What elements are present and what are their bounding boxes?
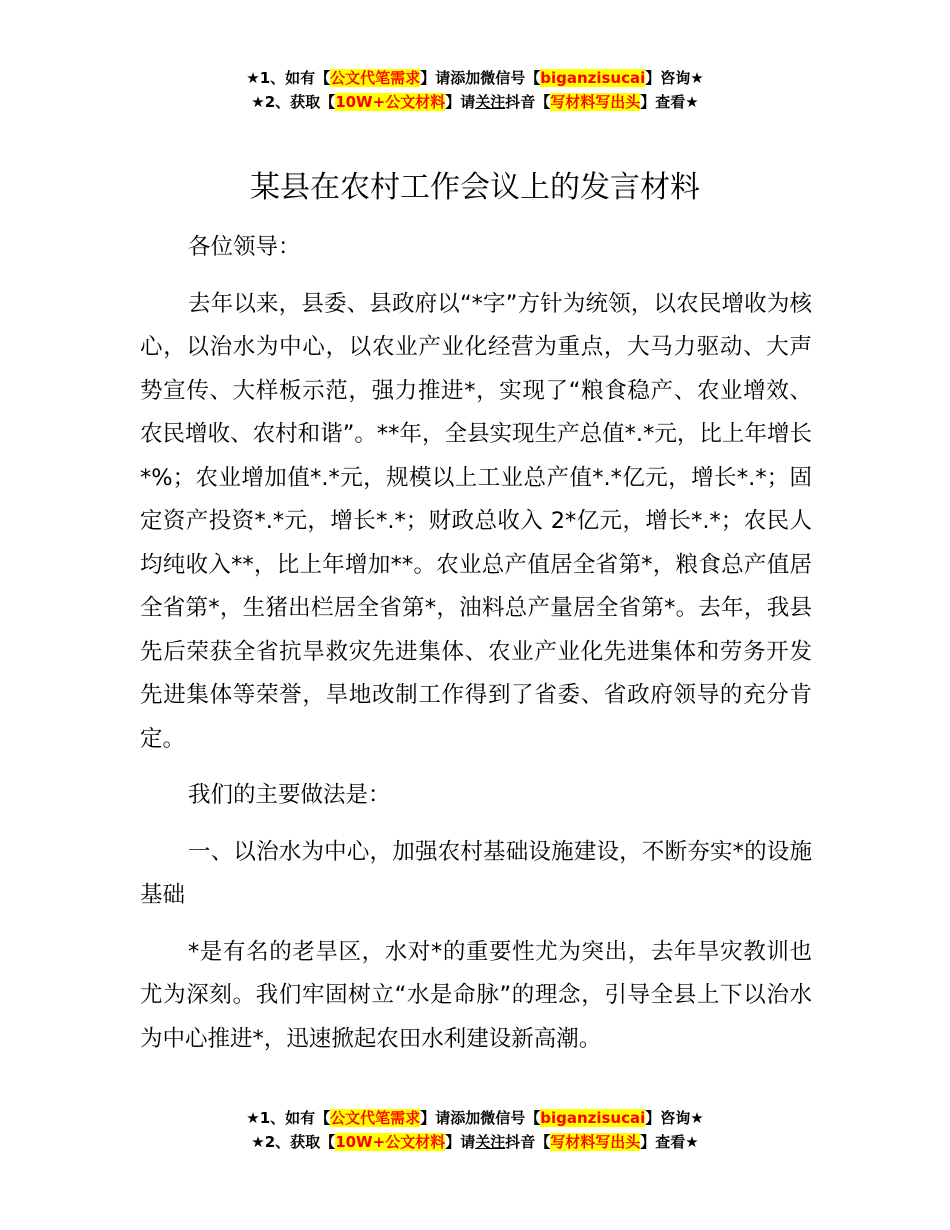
banner-line-2: [0, 90, 950, 114]
banner-text: 】咨询★: [645, 69, 704, 87]
banner-highlight: 10W+公文材料: [335, 93, 446, 111]
section-heading: 一、以治水为中心，加强农村基础设施建设，不断夯实*的设施基础: [140, 838, 812, 908]
banner-text: 】请添加微信号【: [420, 69, 541, 87]
banner-text: 】请: [445, 1133, 476, 1151]
banner-text: ★2、获取【: [251, 93, 336, 111]
banner-line-1: [0, 66, 950, 90]
banner-text: 抖音【: [505, 93, 551, 111]
paragraph: *是有名的老旱区，水对*的重要性尤为突出，去年旱灾教训也尤为深刻。我们牢固树立“水是命脉”的理念，引导全县上下以治水为中心推进*，迅速掀起农田水利建设新高潮。: [140, 938, 812, 1052]
banner-text: 】请添加微信号【: [420, 1109, 541, 1127]
banner-text: 抖音【: [505, 1133, 551, 1151]
document-title: 某县在农村工作会议上的发言材料: [250, 170, 700, 205]
document-body: [140, 226, 812, 1074]
banner-text: ★2、获取【: [251, 1133, 336, 1151]
banner-line-2: [0, 1130, 950, 1154]
banner-text: ★1、如有【: [246, 1109, 331, 1127]
paragraph: 我们的主要做法是：: [188, 782, 391, 808]
greeting: 各位领导：: [188, 234, 301, 260]
banner-text: ★1、如有【: [246, 69, 331, 87]
banner-highlight: 公文代笔需求: [330, 1109, 421, 1127]
footer-banner: [0, 1106, 950, 1154]
banner-text: 】请: [445, 93, 476, 111]
banner-wechat-id: biganzisucai: [540, 69, 646, 87]
banner-line-1: [0, 1106, 950, 1130]
banner-text: 】查看★: [640, 93, 699, 111]
banner-text: 】查看★: [640, 1133, 699, 1151]
banner-underlined: 关注: [475, 93, 506, 111]
banner-highlight: 10W+公文材料: [335, 1133, 446, 1151]
header-banner: [0, 66, 950, 114]
paragraph: 去年以来，县委、县政府以“*字”方针为统领，以农民增收为核心，以治水为中心，以农业产业化经营为重点，大马力驱动、大声势宣传、大样板示范，强力推进*，实现了“粮食稳产、农业增效、农民增收、农村和谐”。**年，全县实现生产总值*.*元，比上年增长*%；农业增加值*.*元，规模以上工业总产值*.*亿元，增长*.*；固定资产投资*.*元，增长*.*；财政总收入 2*亿元，增长*.*；农民人均纯收入**，比上年增加**。农业总产值居全省第*，粮食总产值居全省第*，生猪出栏居全省第*，油料总产量居全省第*。去年，我县先后荣获全省抗旱救灾先进集体、农业产业化先进集体和劳务开发先进集体等荣誉，旱地改制工作得到了省委、省政府领导的充分肯定。: [140, 290, 812, 752]
banner-highlight: 写材料写出头: [550, 93, 641, 111]
banner-wechat-id: biganzisucai: [540, 1109, 646, 1127]
banner-text: 】咨询★: [645, 1109, 704, 1127]
banner-highlight: 公文代笔需求: [330, 69, 421, 87]
banner-underlined: 关注: [475, 1133, 506, 1151]
banner-highlight: 写材料写出头: [550, 1133, 641, 1151]
